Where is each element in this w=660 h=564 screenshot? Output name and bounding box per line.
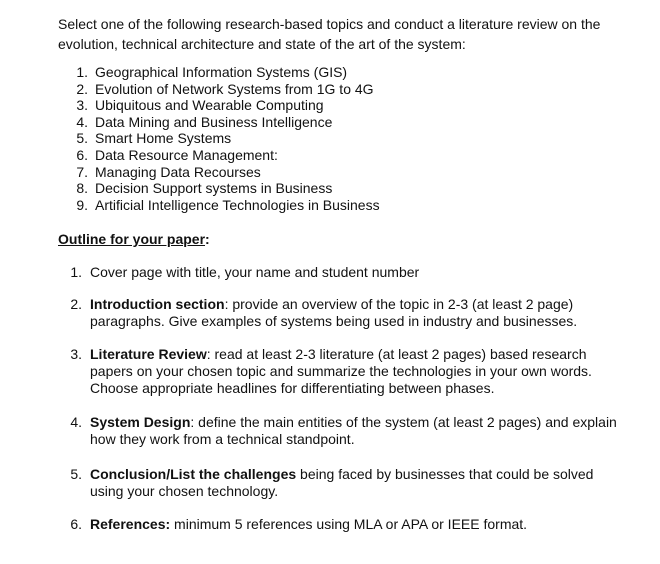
topics-list xyxy=(70,64,380,213)
outline-item-bold: Literature Review xyxy=(90,346,207,362)
outline-item-text: : provide an overview of the topic in 2-3 (at least 2 page) paragraphs. Give examples of systems being used in industry and businesses. xyxy=(90,296,578,329)
list-item xyxy=(70,130,380,147)
list-item-label: Data Mining and Business Intelligence xyxy=(95,113,333,130)
list-item xyxy=(70,164,380,181)
list-item-label: Artificial Intelligence Technologies in Business xyxy=(95,196,380,213)
list-item-number: 6. xyxy=(76,146,88,163)
outline-item-text: being faced by businesses that could be solved using your chosen technology. xyxy=(90,466,594,499)
outline-item-references xyxy=(68,516,628,533)
outline-item-body xyxy=(90,346,620,397)
list-item-number: 9. xyxy=(76,196,88,213)
list-item xyxy=(70,197,380,214)
outline-item-body xyxy=(90,414,620,448)
list-item-number: 2. xyxy=(76,80,88,97)
list-item-number: 8. xyxy=(76,180,88,197)
outline-item-text: : define the main entities of the system (at least 2 pages) and explain how they work from a technical standpoint. xyxy=(90,414,617,447)
outline-item-number: 5. xyxy=(70,466,82,482)
list-item xyxy=(70,97,380,114)
outline-item-bold: Introduction section xyxy=(90,296,225,312)
outline-item-introduction xyxy=(68,296,628,330)
list-item-label: Data Resource Management: xyxy=(95,146,278,163)
outline-item-bold: References: xyxy=(90,516,171,532)
list-item-number: 1. xyxy=(76,64,88,80)
list-item-number: 7. xyxy=(76,163,88,180)
outline-item-body xyxy=(90,466,620,500)
outline-item-number: 4. xyxy=(70,414,82,430)
outline-item-bold: Conclusion/List the challenges xyxy=(90,466,297,482)
list-item-label: Managing Data Recourses xyxy=(95,163,261,180)
outline-item-cover-page xyxy=(68,264,628,281)
outline-item-body xyxy=(90,516,620,533)
list-item-label: Decision Support systems in Business xyxy=(95,180,333,197)
outline-item-system-design xyxy=(68,414,628,448)
outline-heading-text: Outline for your paper xyxy=(58,231,206,247)
outline-item-number: 2. xyxy=(70,296,82,312)
outline-item-number: 6. xyxy=(70,516,82,532)
outline-item-text: Cover page with title, your name and student number xyxy=(90,264,420,280)
list-item xyxy=(70,81,380,98)
list-item-label: Geographical Information Systems (GIS) xyxy=(95,64,348,80)
outline-item-conclusion xyxy=(68,466,628,500)
outline-item-text: : read at least 2-3 literature (at least 2 pages) based research papers on your chosen topic and summarize the technologies in your own words. Choose appropriate headlines for differentiating between phases. xyxy=(90,346,592,396)
list-item-label: Smart Home Systems xyxy=(95,130,232,147)
outline-item-number: 3. xyxy=(70,346,82,362)
list-item-number: 3. xyxy=(76,97,88,114)
list-item-label: Ubiquitous and Wearable Computing xyxy=(95,97,324,114)
outline-item-body xyxy=(90,264,620,281)
outline-item-bold: System Design xyxy=(90,414,191,430)
outline-item-literature-review xyxy=(68,346,628,397)
intro-paragraph: Select one of the following research-based topics and conduct a literature review on the evolution, technical architecture and state of the art of the system: xyxy=(58,16,601,52)
outline-item-number: 1. xyxy=(70,264,82,280)
list-item xyxy=(70,114,380,131)
outline-item-body xyxy=(90,296,620,330)
outline-item-text: minimum 5 references using MLA or APA or IEEE format. xyxy=(170,516,528,532)
list-item-number: 4. xyxy=(76,113,88,130)
outline-heading-colon: : xyxy=(205,231,210,247)
list-item-label: Evolution of Network Systems from 1G to 4G xyxy=(95,80,374,97)
list-item xyxy=(70,180,380,197)
list-item xyxy=(70,64,380,81)
list-item-number: 5. xyxy=(76,130,88,147)
outline-heading xyxy=(58,230,210,248)
list-item xyxy=(70,147,380,164)
